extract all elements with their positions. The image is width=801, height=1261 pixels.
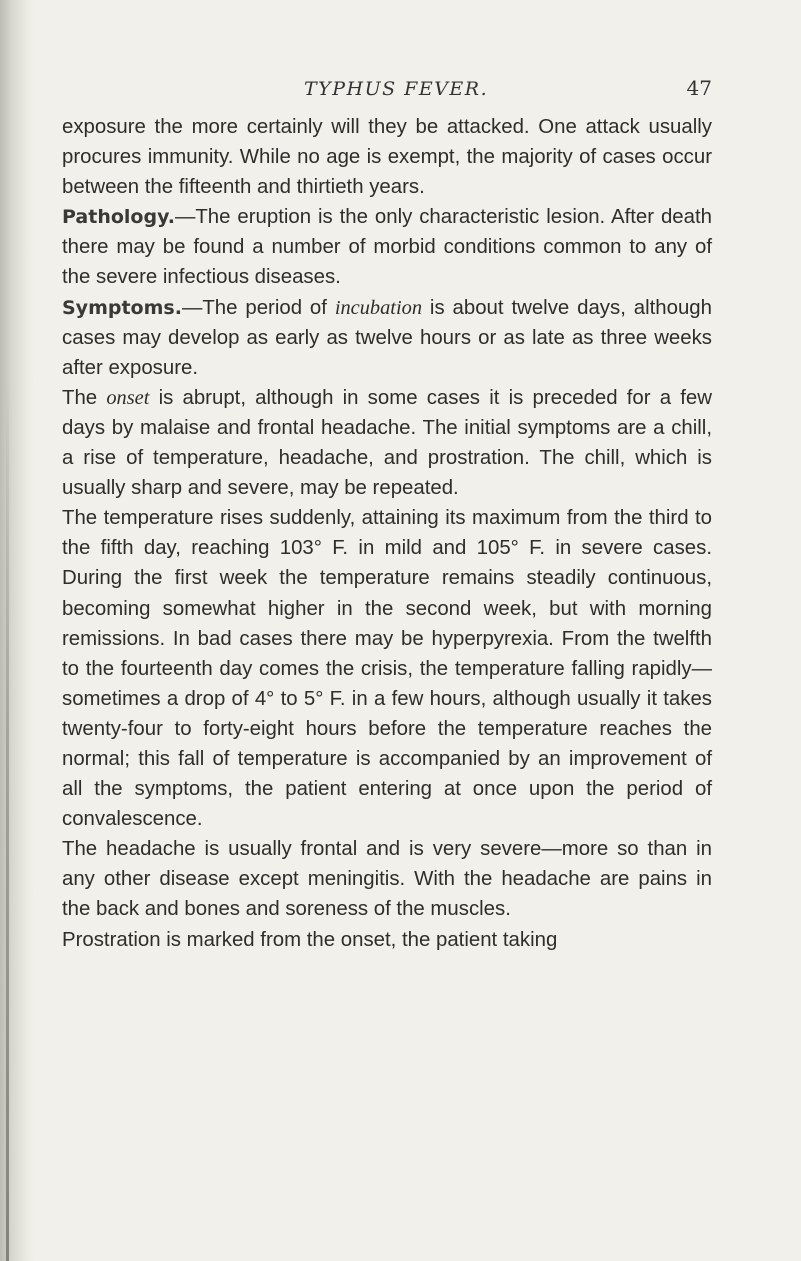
running-head-title: TYPHUS FEVER. (304, 78, 489, 100)
onset-text-before: The (62, 386, 107, 409)
incubation-term: incubation (334, 296, 423, 319)
binding-edge (6, 380, 9, 1261)
paragraph-onset (62, 383, 712, 503)
paragraph-symptoms (62, 293, 712, 383)
symptoms-heading: Symptoms. (62, 296, 182, 319)
pathology-text: —The eruption is the only characteristic lesion. After death there may be found a number of morbid conditions common to any of the severe infectious diseases. (62, 206, 712, 289)
paragraph-exposure: exposure the more certainly will they be attacked. One attack usually procures immunity. While no age is exempt, the majority of cases occur between the fifteenth and thirtieth years. (62, 116, 712, 199)
page-number: 47 (686, 76, 712, 100)
symptoms-text-before: —The period of (181, 296, 335, 319)
paragraph-temperature: The temperature rises suddenly, attaining its maximum from the third to the fifth day, reaching 103° F. in mild and 105° F. in severe cases. During the first week the temperature remains steadily continuous, becoming somewhat higher in the second week, but with morning remissions. In bad cases there may be hyperpyrexia. From the twelfth to the fourteenth day comes the crisis, the temperature falling rapidly—sometimes a drop of 4° to 5° F. in a few hours, although usually it takes twenty-four to forty-eight hours before the temperature reaches the normal; this fall of temperature is accompanied by an improvement of all the symptoms, the patient entering at once upon the period of convalescence. (62, 507, 712, 831)
running-head (62, 70, 712, 112)
paragraph-pathology (62, 202, 712, 292)
paragraph-headache: The headache is usually frontal and is very severe—more so than in any other disease except meningitis. With the headache are pains in the back and bones and soreness of the muscles. (62, 838, 712, 921)
book-page (62, 70, 712, 955)
pathology-heading: Pathology. (62, 206, 175, 229)
body-text (62, 112, 712, 955)
onset-text-after: is abrupt, although in some cases it is preceded for a few days by malaise and frontal headache. The initial symptoms are a chill, a rise of temperature, headache, and prostration. The chill, which is usually sharp and severe, may be repeated. (62, 386, 712, 500)
paragraph-prostration: Prostration is marked from the onset, the patient taking (62, 928, 558, 951)
symptoms-text-after: is about twelve days, although cases may develop as early as twelve hours or as late as three weeks after exposure. (62, 296, 712, 379)
onset-term: onset (106, 386, 150, 409)
